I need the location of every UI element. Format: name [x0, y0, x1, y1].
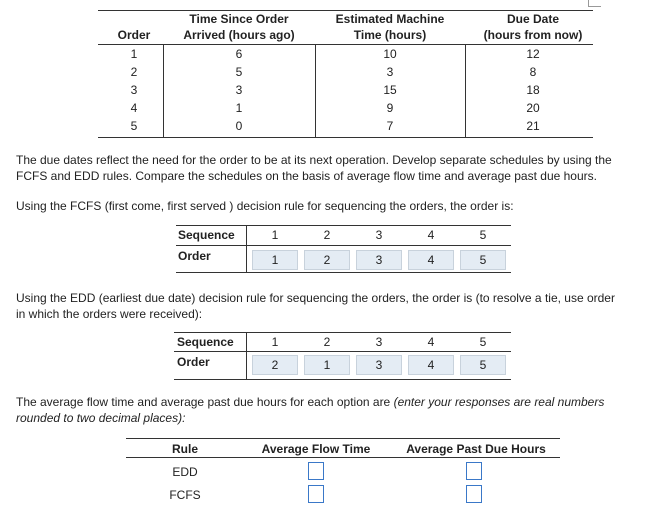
averages-prompt-line-2: rounded to two decimal places): — [16, 411, 186, 425]
due-date-cell: 8 — [529, 65, 537, 79]
edd-order-answer[interactable]: 2 — [252, 355, 298, 375]
edd-prompt-line-2: in which the orders were received): — [16, 307, 203, 321]
averages-prompt-italic: (enter your responses are real numbers — [393, 395, 605, 409]
machine-time-cell: 9 — [386, 101, 394, 115]
fcfs-sequence-position: 2 — [323, 228, 331, 242]
fcfs-order-label: Order — [178, 249, 211, 263]
fcfs-sequence-position: 5 — [479, 228, 487, 242]
machine-time-cell: 3 — [386, 65, 394, 79]
edd-order-label: Order — [177, 355, 210, 369]
averages-rule-name: EDD — [172, 465, 198, 479]
fcfs-order-answer[interactable]: 2 — [304, 250, 350, 270]
averages-table-header-border — [126, 457, 560, 458]
header-time-since-l2: Arrived (hours ago) — [183, 28, 295, 42]
header-order: Order — [117, 28, 151, 42]
arrived-cell: 0 — [235, 119, 243, 133]
fcfs-sequence-position: 3 — [375, 228, 383, 242]
header-due-l1: Due Date — [506, 12, 559, 26]
averages-rule-name: FCFS — [169, 488, 201, 502]
edd-sequence-label: Sequence — [177, 335, 234, 349]
corner-marker — [588, 0, 601, 7]
arrived-cell: 3 — [235, 83, 243, 97]
due-date-cell: 18 — [526, 83, 540, 97]
order-cell: 2 — [130, 65, 138, 79]
edd-order-answer[interactable]: 4 — [408, 355, 454, 375]
fcfs-table-divider — [246, 226, 247, 272]
fcfs-sequence-position: 1 — [271, 228, 279, 242]
arrived-cell: 5 — [235, 65, 243, 79]
edd-table-mid-border — [174, 351, 511, 352]
edd-sequence-position: 1 — [271, 335, 279, 349]
edd-order-answer[interactable]: 1 — [304, 355, 350, 375]
due-date-cell: 12 — [526, 47, 540, 61]
orders-table-column-divider — [315, 45, 316, 137]
average-past-due-input[interactable] — [466, 485, 482, 503]
edd-sequence-position: 5 — [479, 335, 487, 349]
machine-time-cell: 7 — [386, 119, 394, 133]
fcfs-table-top-border — [176, 225, 511, 226]
edd-prompt-line-1: Using the EDD (earliest due date) decision rule for sequencing the orders, the order is (to resolve a tie, use order — [16, 291, 615, 305]
fcfs-order-answer[interactable]: 3 — [356, 250, 402, 270]
edd-sequence-position: 3 — [375, 335, 383, 349]
header-due-l2: (hours from now) — [483, 28, 583, 42]
fcfs-sequence-label: Sequence — [178, 228, 235, 242]
due-date-cell: 21 — [526, 119, 540, 133]
arrived-cell: 6 — [235, 47, 243, 61]
averages-prompt-main: The average flow time and average past due hours for each option are — [16, 395, 394, 409]
edd-order-answer[interactable]: 3 — [356, 355, 402, 375]
fcfs-order-answer[interactable]: 5 — [460, 250, 506, 270]
fcfs-order-answer[interactable]: 4 — [408, 250, 454, 270]
arrived-cell: 1 — [235, 101, 243, 115]
orders-table-column-divider — [163, 45, 164, 137]
due-date-cell: 20 — [526, 101, 540, 115]
intro-line-1: The due dates reflect the need for the order to be at its next operation. Develop separate schedules by using the — [16, 153, 612, 167]
header-machine-l2: Time (hours) — [353, 28, 427, 42]
intro-line-2: FCFS and EDD rules. Compare the schedules on the basis of average flow time and average past due hours. — [16, 169, 597, 183]
edd-order-answer[interactable]: 5 — [460, 355, 506, 375]
edd-table-divider — [246, 333, 247, 379]
averages-col-rule: Rule — [171, 442, 198, 456]
machine-time-cell: 10 — [383, 47, 397, 61]
orders-table-bottom-border — [98, 137, 593, 138]
averages-col-past-due: Average Past Due Hours — [406, 442, 546, 456]
order-cell: 4 — [130, 101, 138, 115]
fcfs-table-bottom-border — [176, 272, 511, 273]
average-past-due-input[interactable] — [466, 462, 482, 480]
edd-table-bottom-border — [174, 379, 511, 380]
order-cell: 1 — [130, 47, 138, 61]
header-machine-l1: Estimated Machine — [335, 12, 445, 26]
order-cell: 5 — [130, 119, 138, 133]
header-time-since-l1: Time Since Order — [189, 12, 289, 26]
edd-sequence-position: 4 — [427, 335, 435, 349]
order-cell: 3 — [130, 83, 138, 97]
averages-table-top-border — [126, 438, 560, 439]
fcfs-table-mid-border — [176, 245, 511, 246]
average-flow-time-input[interactable] — [308, 485, 324, 503]
average-flow-time-input[interactable] — [308, 462, 324, 480]
orders-table-column-divider — [465, 45, 466, 137]
averages-col-flow: Average Flow Time — [261, 442, 371, 456]
fcfs-order-answer[interactable]: 1 — [252, 250, 298, 270]
fcfs-prompt: Using the FCFS (first come, first served ) decision rule for sequencing the orders, the order is: — [16, 199, 514, 213]
edd-table-top-border — [174, 332, 511, 333]
edd-sequence-position: 2 — [323, 335, 331, 349]
averages-prompt-line-1 — [16, 394, 662, 410]
machine-time-cell: 15 — [383, 83, 397, 97]
orders-table-header-border — [98, 44, 593, 45]
fcfs-sequence-position: 4 — [427, 228, 435, 242]
